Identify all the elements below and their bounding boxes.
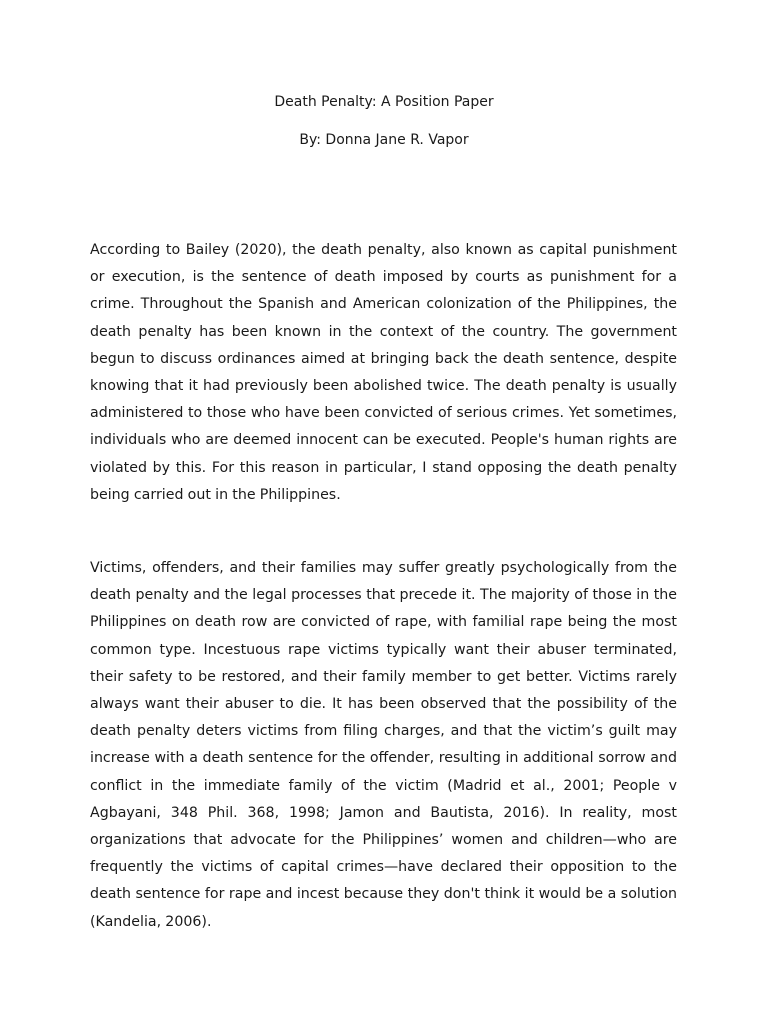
body-paragraph-1: According to Bailey (2020), the death penalty, also known as capital punishment or execution, is the sentence of death imposed by courts as punishment for a crime. Throughout the Spanish and American colonization of the Philippines, the death penalty has been known in the context of the country. The government begun to discuss ordinances aimed at bringing back the death sentence, despite knowing that it had previously been abolished twice. The death penalty is usually administered to those who have been convicted of serious crimes. Yet sometimes, individuals who are deemed innocent can be executed. People's human rights are violated by this. For this reason in particular, I stand opposing the death penalty being carried out in the Philippines. [90,242,677,503]
author-line: By: Donna Jane R. Vapor [299,132,469,148]
page-title: Death Penalty: A Position Paper [274,94,494,110]
body-paragraph-2: Victims, offenders, and their families may suffer greatly psychologically from the death penalty and the legal processes that precede it. The majority of those in the Philippines on death row are convicted of rape, with familial rape being the most common type. Incestuous rape victims typically want their abuser terminated, their safety to be restored, and their family member to get better. Victims rarely always want their abuser to die. It has been observed that the possibility of the death penalty deters victims from filing charges, and that the victim’s guilt may increase with a death sentence for the offender, resulting in additional sorrow and conflict in the immediate family of the victim (Madrid et al., 2001; People v Agbayani, 348 Phil. 368, 1998; Jamon and Bautista, 2016). In reality, most organizations that advocate for the Philippines’ women and children—who are frequently the victims of capital crimes—have declared their opposition to the death sentence for rape and incest because they don't think it would be a solution (Kandelia, 2006). [90,560,677,930]
